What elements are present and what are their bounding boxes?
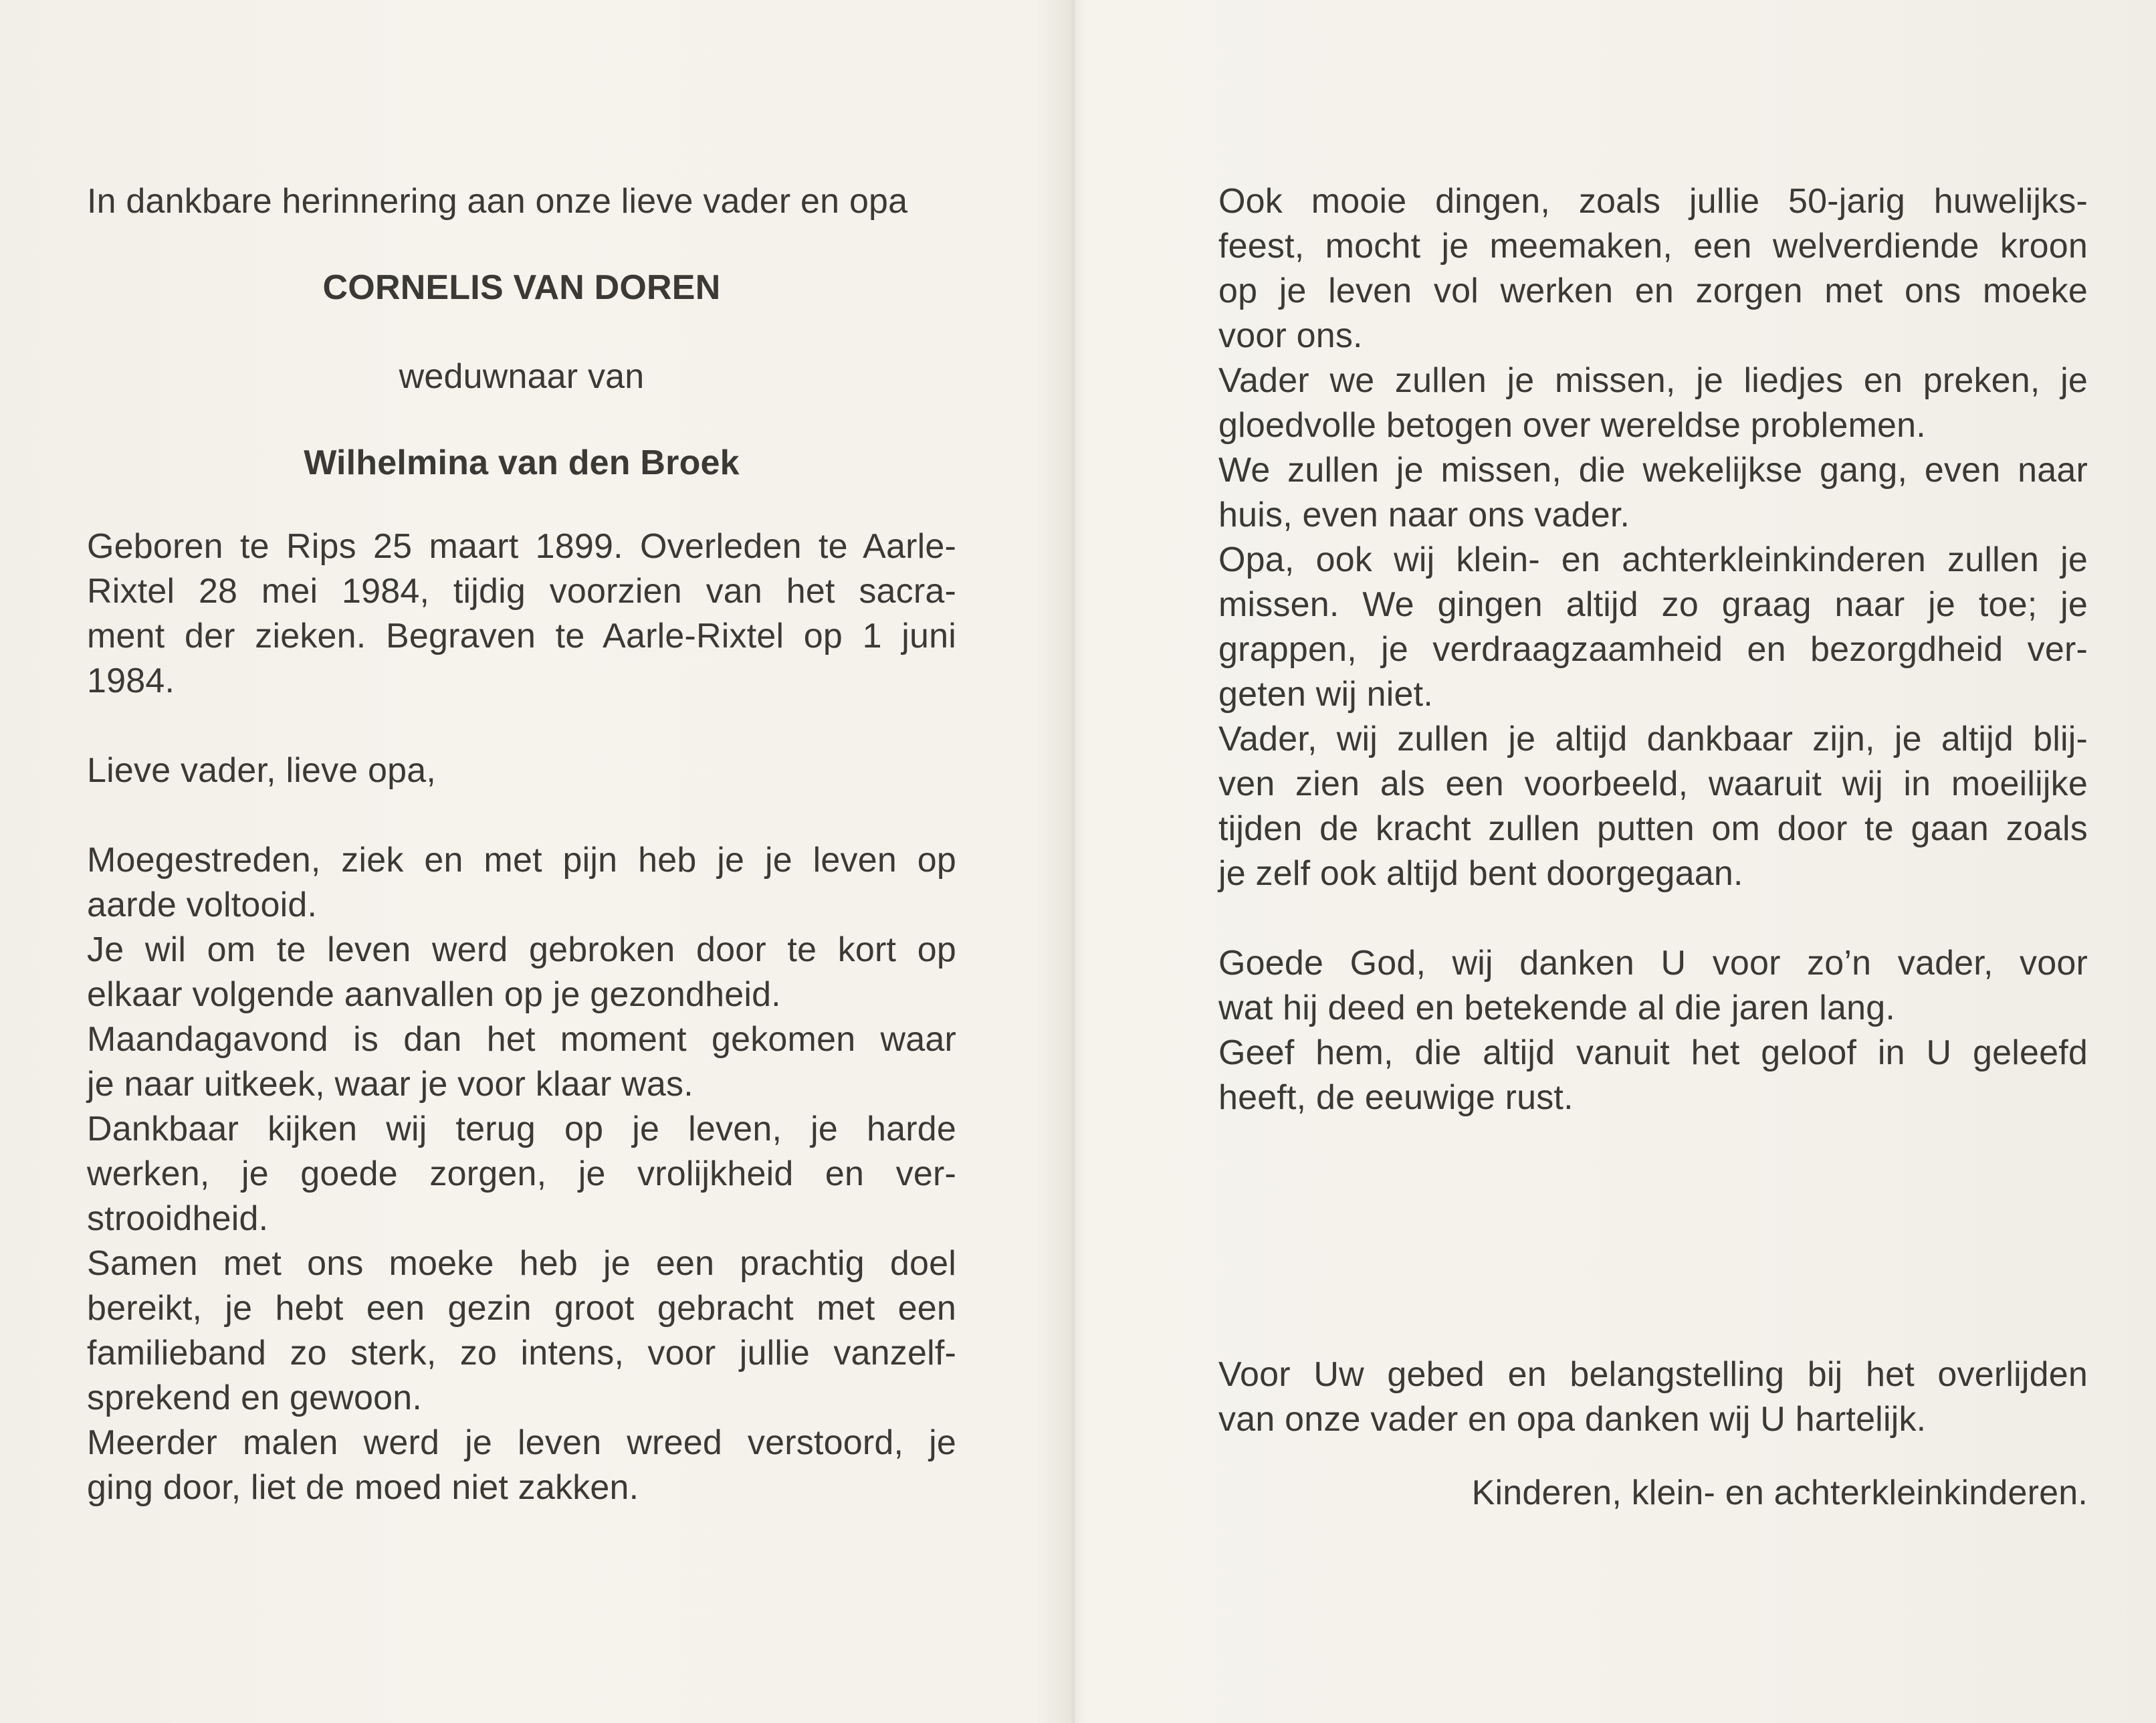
text-line: bereikt, je hebt een gezin groot gebracht met een (87, 1289, 956, 1328)
text-line: ven zien als een voorbeeld, waaruit wij in moeilijke (1218, 765, 2088, 803)
text-line: werken, je goede zorgen, je vrolijkheid en ver- (87, 1154, 956, 1193)
text-line: Meerder malen werd je leven wreed verstoord, je (87, 1423, 956, 1462)
text-line: Moegestreden, ziek en met pijn heb je je leven op (87, 841, 956, 880)
text-line: sprekend en gewoon. (87, 1379, 423, 1417)
text-line: feest, mocht je meemaken, een welverdiende kroon (1218, 227, 2088, 266)
memorial-text-continued (1218, 179, 2088, 896)
left-page (87, 179, 956, 1510)
intro-line: In dankbare herinnering aan onze lieve vader en opa (87, 182, 908, 221)
text-line: We zullen je missen, die wekelijkse gang, even naar (1218, 451, 2088, 490)
text-line: huis, even naar ons vader. (1218, 496, 1630, 534)
biography-line: 1984. (87, 662, 175, 700)
prayer-line: Goede God, wij danken U voor zo’n vader, voor (1218, 944, 2088, 983)
text-line: Dankbaar kijken wij terug op je leven, je harde (87, 1110, 956, 1148)
family-signoff: Kinderen, klein- en achterkleinkinderen. (1471, 1474, 2088, 1512)
text-line: tijden de kracht zullen putten om door te gaan zoals (1218, 809, 2088, 848)
text-line: missen. We gingen altijd zo graag naar je toe; je (1218, 585, 2088, 624)
text-line: elkaar volgende aanvallen op je gezondheid. (87, 975, 781, 1014)
spouse-name: Wilhelmina van den Broek (304, 443, 740, 482)
text-line: grappen, je verdraagzaamheid en bezorgdheid ver- (1218, 630, 2088, 669)
prayer-line: Geef hem, die altijd vanuit het geloof in U geleefd (1218, 1033, 2088, 1072)
biography-line: Rixtel 28 mei 1984, tijdig voorzien van het sacra- (87, 572, 956, 611)
deceased-name: CORNELIS VAN DOREN (322, 268, 721, 307)
text-line: aarde voltooid. (87, 886, 318, 924)
thanks-line: Voor Uw gebed en belangstelling bij het overlijden (1218, 1355, 2088, 1394)
text-line: je zelf ook altijd bent doorgegaan. (1218, 854, 1743, 893)
text-line: strooidheid. (87, 1199, 269, 1238)
text-line: op je leven vol werken en zorgen met ons moeke (1218, 272, 2088, 310)
right-page (1218, 179, 2088, 1516)
prayer-line: wat hij deed en betekende al die jaren lang. (1218, 989, 1895, 1027)
prayer (1218, 941, 2088, 1120)
text-line: ging door, liet de moed niet zakken. (87, 1468, 639, 1507)
text-line: Vader we zullen je missen, je liedjes en preken, je (1218, 361, 2088, 400)
text-line: gloedvolle betogen over wereldse problemen. (1218, 406, 1926, 445)
text-line: familieband zo sterk, zo intens, voor jullie vanzelf- (87, 1334, 956, 1373)
text-line: je naar uitkeek, waar je voor klaar was. (87, 1065, 693, 1104)
memorial-text (87, 838, 956, 1510)
thanks-line: van onze vader en opa danken wij U hartelijk. (1218, 1400, 1927, 1439)
text-line: Samen met ons moeke heb je een prachtig doel (87, 1244, 956, 1283)
thanks-note (1218, 1352, 2088, 1442)
biography-line: ment der zieken. Begraven te Aarle-Rixtel op 1 juni (87, 617, 956, 655)
text-line: voor ons. (1218, 316, 1363, 355)
text-line: Maandagavond is dan het moment gekomen waar (87, 1020, 956, 1059)
prayer-line: heeft, de eeuwige rust. (1218, 1078, 1574, 1117)
salutation: Lieve vader, lieve opa, (87, 751, 437, 790)
relation-line: weduwnaar van (399, 357, 645, 396)
text-line: Opa, ook wij klein- en achterkleinkinderen zullen je (1218, 540, 2088, 579)
biography (87, 524, 956, 704)
biography-line: Geboren te Rips 25 maart 1899. Overleden te Aarle- (87, 527, 956, 566)
text-line: Je wil om te leven werd gebroken door te kort op (87, 930, 956, 969)
text-line: geten wij niet. (1218, 675, 1433, 714)
text-line: Ook mooie dingen, zoals jullie 50-jarig huwelijks- (1218, 182, 2088, 221)
text-line: Vader, wij zullen je altijd dankbaar zijn, je altijd blij- (1218, 720, 2088, 758)
card-fold (1070, 0, 1077, 1723)
